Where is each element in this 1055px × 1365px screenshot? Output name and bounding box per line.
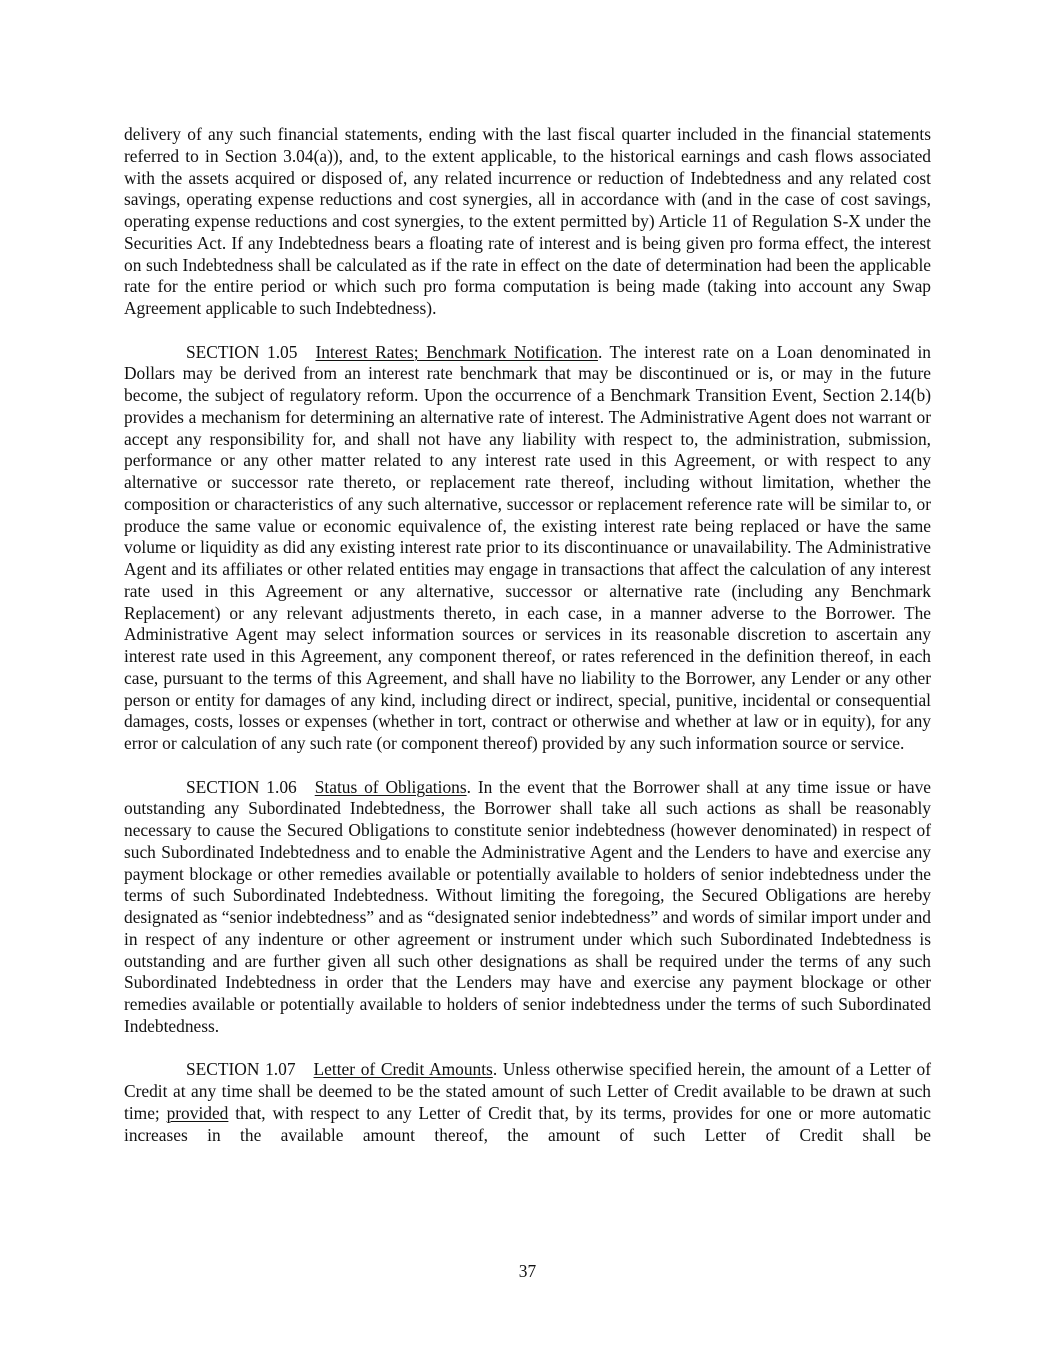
section-body-after: that, with respect to any Letter of Credit that, by its terms, provides for one or more automatic increases in the available amount thereof, the amount of such Letter of Credit shall be [124,1102,931,1145]
section-body: . The interest rate on a Loan denominated in Dollars may be derived from an interest rate benchmark that may be discontinued or is, or may in the future become, the subject of regulatory reform. Upon the occurrence of a Benchmark Transition Event, Section 2.14(b) provides a mechanism for determining an alternative rate of interest. The Administrative Agent does not warrant or accept any responsibility for, and shall not have any liability with respect to, the administration, submission, performance or any other matter related to any interest rate used in this Agreement, or with respect to any alternative or successor rate thereto, or replacement rate thereof, including without limitation, whether the composition or characteristics of any such alternative, successor or replacement reference rate will be similar to, or produce the same value or economic equivalence of, the existing interest rate being replaced or have the same volume or liquidity as did any existing interest rate prior to its discontinuance or unavailability. The Administrative Agent and its affiliates or other related entities may engage in transactions that affect the calculation of any interest rate used in this Agreement or any alternative, successor or alternative rate (including any Benchmark Replacement) or any relevant adjustments thereto, in each case, in a manner adverse to the Borrower. The Administrative Agent may select information sources or services in its reasonable discretion to ascertain any interest rate used in this Agreement, any component thereof, or rates referenced in the definition thereof, in each case, pursuant to the terms of this Agreement, and shall have no liability to the Borrower, any Lender or any other person or entity for damages of any kind, including direct or indirect, special, punitive, incidental or consequential damages, costs, losses or expenses (whether in tort, contract or otherwise and whether at law or in equity), for any error or calculation of any such rate (or component thereof) provided by any such information source or service. [124,341,931,753]
section-title: Status of Obligations [314,776,467,797]
page-number: 37 [518,1261,537,1281]
section-number: SECTION 1.05 [186,341,298,362]
section-body: . In the event that the Borrower shall at any time issue or have outstanding any Subordinated Indebtedness, the Borrower shall take all such actions as shall be reasonably necessary to cause the Secured Obligations to constitute senior indebtedness (however denominated) in respect of such Subordinated Indebtedness and to enable the Administrative Agent and the Lenders to have and exercise any payment blockage or other remedies available or potentially available to holders of senior indebtedness under the terms of such Subordinated Indebtedness. Without limiting the foregoing, the Secured Obligations are hereby designated as “senior indebtedness” and as “designated senior indebtedness” and words of similar import under and in respect of any indenture or other agreement or instrument under which such Subordinated Indebtedness is outstanding and are further given all such other designations as shall be required under the terms of any such Subordinated Indebtedness in order that the Lenders may have and exercise any payment blockage or other remedies available or potentially available to holders of senior indebtedness under the terms of such Subordinated Indebtedness. [124,776,932,1036]
section-1-07 [124,1059,931,1146]
document-page [124,124,931,1168]
section-1-05 [124,342,931,755]
section-number: SECTION 1.06 [186,776,297,797]
section-title: Letter of Credit Amounts [313,1059,493,1080]
underlined-term: provided [166,1102,229,1123]
section-1-06 [124,777,931,1038]
continuation-paragraph: delivery of any such financial statements, ending with the last fiscal quarter included in the financial statements referred to in Section 3.04(a)), and, to the extent applicable, to the historical earnings and cash flows associated with the assets acquired or disposed of, any related incurrence or reduction of Indebtedness and any related cost savings, operating expense reductions and cost synergies, all in accordance with (and in the case of cost savings, operating expense reductions and cost synergies, to the extent permitted by) Article 11 of Regulation S-X under the Securities Act. If any Indebtedness bears a floating rate of interest and is being given pro forma effect, the interest on such Indebtedness shall be calculated as if the rate in effect on the date of determination had been the applicable rate for the entire period or which such pro forma computation is being made (taking into account any Swap Agreement applicable to such Indebtedness). [124,124,931,318]
section-body-before: . Unless otherwise specified herein, the amount of a Letter of Credit at any time shall be deemed to be the stated amount of such Letter of Credit available to be drawn at such time; [124,1059,931,1123]
section-number: SECTION 1.07 [186,1059,296,1080]
section-title: Interest Rates; Benchmark Notification [315,341,598,362]
